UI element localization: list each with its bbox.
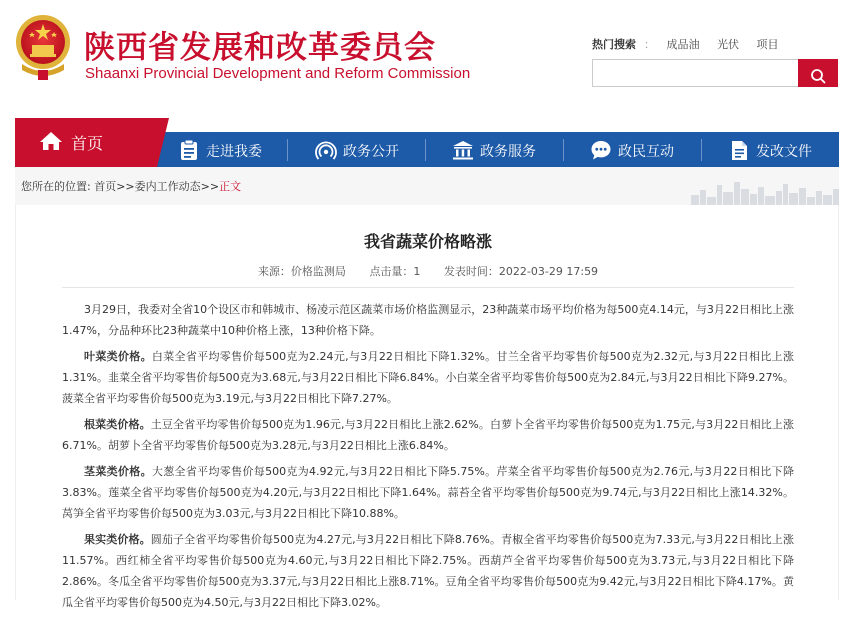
breadcrumb-separator: >> <box>116 180 135 193</box>
nav-label: 走进我委 <box>206 144 262 160</box>
breadcrumb-current: 正文 <box>219 180 242 193</box>
nav-divider <box>701 139 702 161</box>
paragraph-text: 土豆全省平均零售价每500克为1.96元,与3月22日相比上涨2.62%。白萝卜全省平均零售价每500克为1.75元,与3月22日相比上涨6.71%。胡萝卜全省平均零售价每500克为3.28元,与3月22日相比上涨6.84%。 <box>62 418 794 452</box>
hot-search-separator: ： <box>644 38 655 51</box>
article-title: 我省蔬菜价格略涨 <box>363 232 492 251</box>
article-source: 来源：价格监测局 <box>257 265 346 278</box>
breadcrumb-prefix: 您所在的位置: <box>21 180 91 193</box>
paragraph-text: 大葱全省平均零售价每500克为4.92元,与3月22日相比下降5.75%。芹菜全省平均零售价每500克为2.76元,与3月22日相比下降3.83%。莲菜全省平均零售价每500克为4.20元,与3月22日相比下降1.64%。蒜苔全省平均零售价每500克为9.74元,与3月22日相比上涨14.32%。莴笋全省平均零售价每500克为3.03元,与3月22日相比下降10.88%。 <box>62 465 794 520</box>
article-paragraph <box>62 461 794 524</box>
paragraph-text: 白菜全省平均零售价每500克为2.24元,与3月22日相比下降1.32%。甘兰全省平均零售价每500克为2.32元,与3月22日相比上涨1.31%。韭菜全省平均零售价每500克为3.68元,与3月22日相比下降6.84%。小白菜全省平均零售价每500克为2.84元,与3月22日相比下降9.27%。菠菜全省平均零售价每500克为3.19元,与3月22日相比下降7.27%。 <box>62 350 794 405</box>
article-body <box>62 299 794 618</box>
clipboard-icon <box>178 139 200 161</box>
hot-keyword-link[interactable]: 光伏 <box>717 38 739 51</box>
hot-keyword-link[interactable]: 成品油 <box>666 38 700 51</box>
article-paragraph <box>62 346 794 409</box>
main-nav <box>15 132 839 167</box>
breadcrumb-separator: >> <box>200 180 220 193</box>
national-emblem-icon[interactable] <box>14 12 72 82</box>
category-label: 果实类价格。 <box>84 533 151 546</box>
article-paragraph <box>62 529 794 613</box>
nav-divider <box>287 139 288 161</box>
breadcrumb-home-link[interactable]: 首页 <box>94 180 117 193</box>
nav-divider <box>563 139 564 161</box>
nav-label: 政务服务 <box>480 144 536 160</box>
category-label: 根菜类价格。 <box>84 418 151 431</box>
chat-icon <box>590 139 612 161</box>
article-divider <box>62 287 794 288</box>
breadcrumb <box>21 178 241 194</box>
hot-keyword-link[interactable]: 项目 <box>756 38 779 51</box>
category-label: 茎菜类价格。 <box>84 465 152 478</box>
hot-search <box>592 36 793 52</box>
article-published-time: 发表时间：2022-03-29 17:59 <box>443 265 599 278</box>
nav-label: 政务公开 <box>343 144 399 160</box>
building-icon <box>452 139 474 161</box>
breadcrumb-section-link[interactable]: 委内工作动态 <box>134 180 201 193</box>
home-icon <box>39 131 63 151</box>
search-icon <box>810 68 826 84</box>
search-button[interactable] <box>798 59 838 87</box>
search-input[interactable] <box>593 60 799 86</box>
article-container <box>15 205 839 609</box>
nav-item-home[interactable] <box>15 118 157 167</box>
article-paragraph <box>62 414 794 456</box>
nav-home-label: 首页 <box>71 134 104 153</box>
breadcrumb-bar <box>15 167 839 205</box>
site-subtitle: Shaanxi Provincial Development and Reform Commission <box>85 65 471 82</box>
article-paragraph: 3月29日，我委对全省10个设区市和韩城市、杨凌示范区蔬菜市场价格监测显示，23种蔬菜市场平均价格为每500克4.14元，与3月22日相比上涨1.47%，分品种环比23种蔬菜中10种价格上涨，13种价格下降。 <box>62 303 794 337</box>
city-skyline-icon <box>689 179 839 205</box>
document-icon <box>728 139 750 161</box>
hot-search-label: 热门搜索 <box>592 38 636 51</box>
site-title[interactable]: 陕西省发展和改革委员会 <box>84 30 436 66</box>
search-box <box>592 59 838 87</box>
article-meta <box>16 263 840 279</box>
broadcast-icon <box>315 139 337 161</box>
nav-divider <box>425 139 426 161</box>
category-label: 叶菜类价格。 <box>84 350 152 363</box>
nav-label: 政民互动 <box>618 144 674 160</box>
site-header <box>0 0 859 118</box>
paragraph-text: 圆茄子全省平均零售价每500克为4.27元,与3月22日相比下降8.76%。青椒全省平均零售价每500克为7.33元,与3月22日相比上涨11.57%。西红柿全省平均零售价每500克为4.60元,与3月22日相比下降2.75%。西葫芦全省平均零售价每500克为3.73元,与3月22日相比下降2.86%。冬瓜全省平均零售价每500克为3.37元,与3月22日相比上涨8.71%。豆角全省平均零售价每500克为9.42元,与3月22日相比下降4.17%。黄瓜全省平均零售价每500克为4.50元,与3月22日相比下降3.02%。 <box>62 533 794 609</box>
article-clicks: 点击量：1 <box>369 265 421 278</box>
nav-label: 发改文件 <box>756 144 812 160</box>
